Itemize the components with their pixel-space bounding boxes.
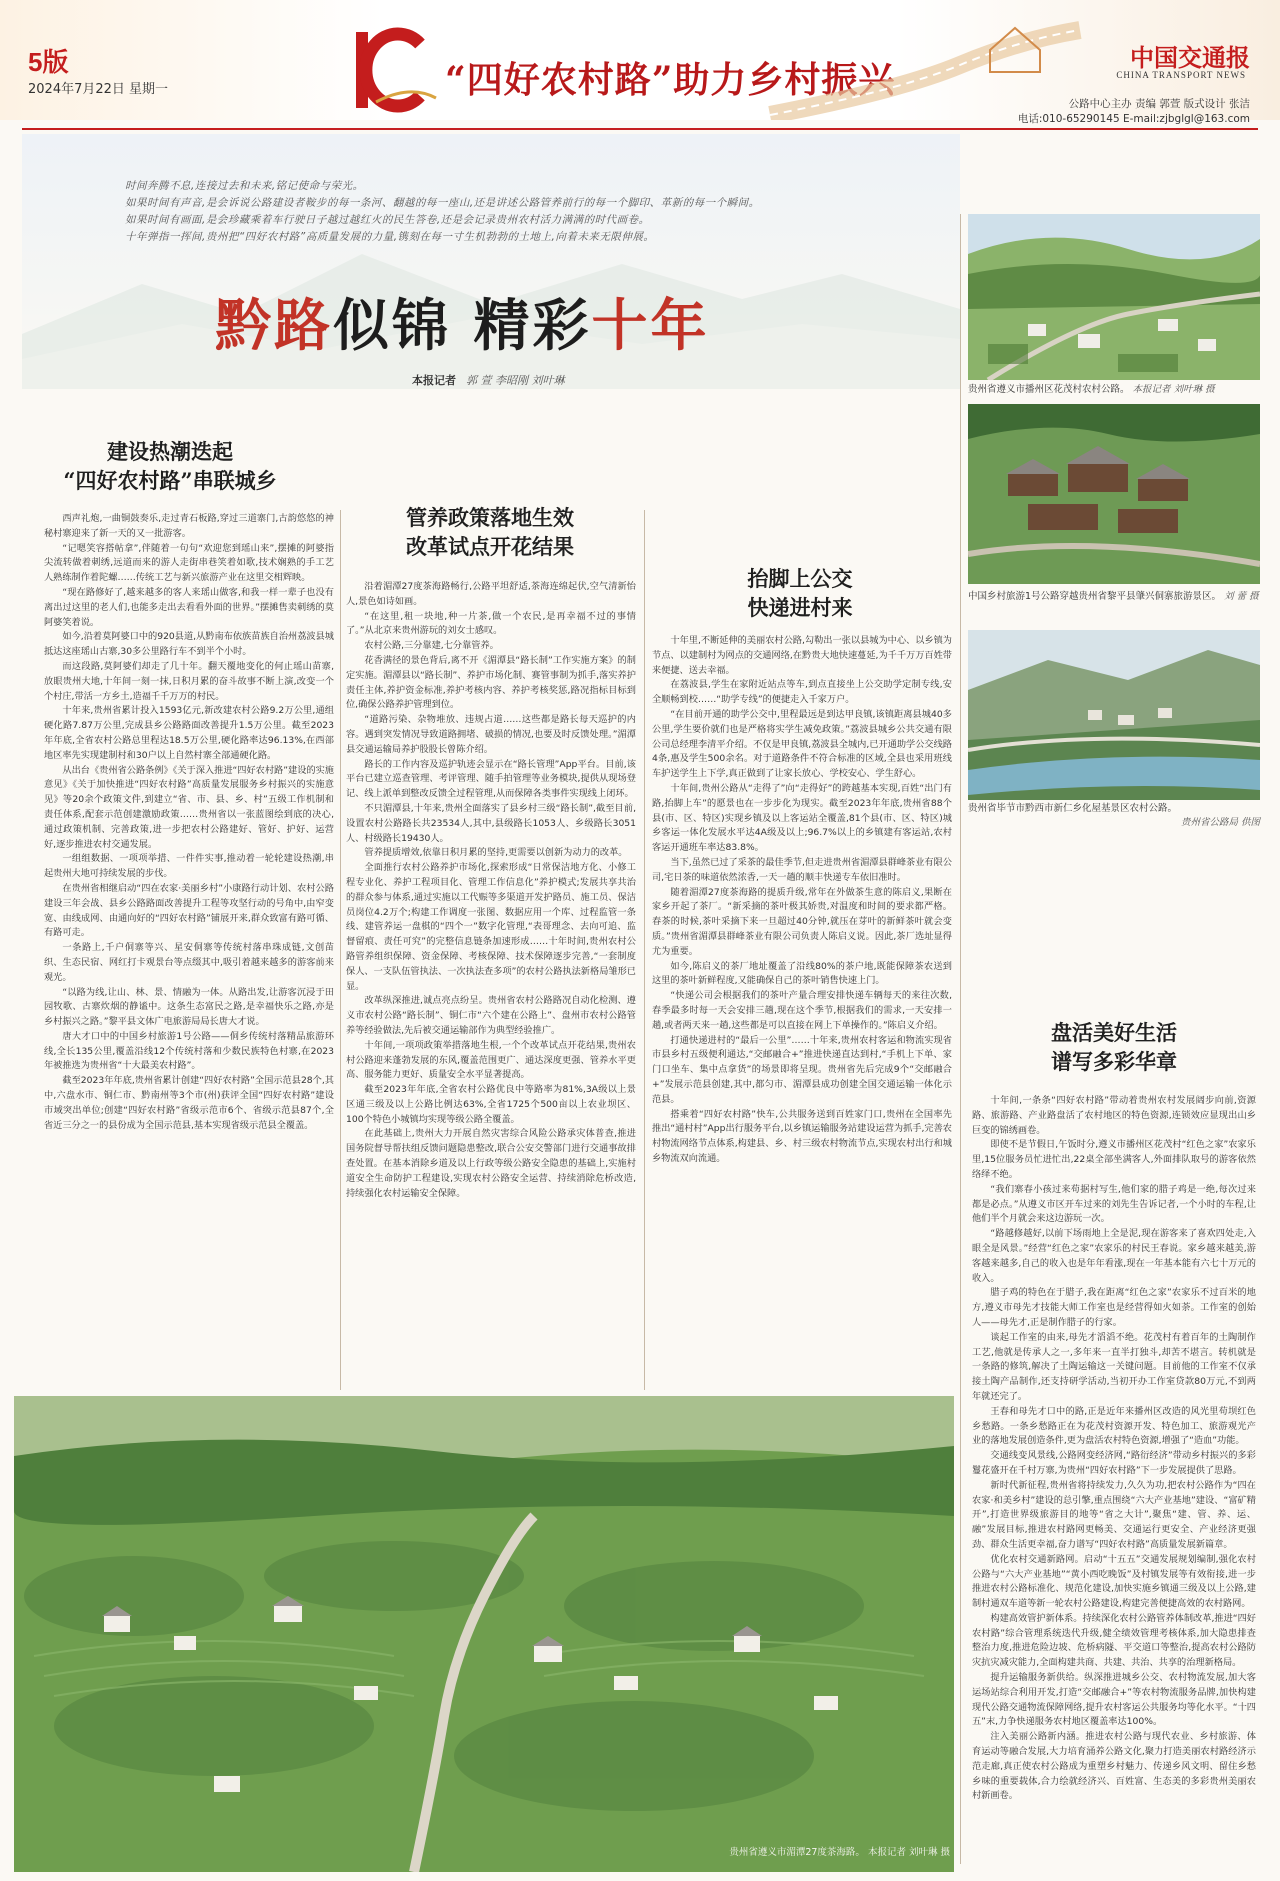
paragraph: 交通线变风景线,公路网变经济网,“路衍经济”带动乡村振兴的多彩鬘花盛开在千村万寨,为贵州“四好农村路”下一步发展提供了思路。 <box>972 1450 1256 1476</box>
paragraph: 十年间,一条条“四好农村路”带动着贵州农村发展阔步向前,资源路、旅游路、产业路盘活了农村地区的特色资源,连锁效应显现出山乡巨变的锦绣画卷。 <box>972 1095 1256 1136</box>
paragraph: 王春和母先才口中的路,正是近年来播州区改造的风光里苟坝红色乡愁路。一条乡愁路正在为花茂村资源开发、特色加工、旅游观光产业的落地发展创造条件,更为盘活农村特色资源,增强了“造血”功能。 <box>972 1405 1256 1447</box>
photo-huawuji-scenic <box>968 630 1260 800</box>
paragraph: 如今,沿着莫阿婆口中的920县道,从黔南布依族苗族自治州荔波县城抵达这座瑶山古寨,30多公里路行车不到半个小时。 <box>44 631 334 658</box>
main-headline <box>215 282 710 362</box>
photo-caption: 贵州省毕节市黔西市新仁乡化屋基景区农村公路。 <box>968 803 1178 814</box>
intro-line: 十年弹指一挥间,贵州把“四好农村路”高质量发展的力量,镌刻在每一寸生机勃勃的土地上,向着未来无限伸展。 <box>125 231 655 243</box>
contact-info: 电话:010-65290145 E-mail:zjbglgl@163.com <box>1017 113 1250 125</box>
paragraph: 路长的工作内容及巡护轨迹会显示在“路长管理”App平台。目前,该平台已建立巡查管理、考评管理、随手拍管理等业务模块,提供从现场登记、线上派单到整改反馈全过程管理,从而保障各类事件实现线上闭环。 <box>346 758 636 800</box>
newspaper-english-name: CHINA TRANSPORT NEWS <box>1116 70 1246 80</box>
paragraph: 搭乘着“四好农村路”快车,公共服务送到百姓家门口,贵州在全国率先推出“通村村”App出行服务平台,以乡镇运输服务站建设运营为抓手,完善农村物流网络节点体系,构建县、乡、村三级农村物流节点,实现农村出行和城乡物流双向流通。 <box>652 1108 952 1164</box>
paragraph: 不只湄潭县,十年来,贵州全面落实了县乡村三级“路长制”,截至目前,设置农村公路路长共23534人,其中,县级路长1053人、乡级路长3051人、村级路长19430人。 <box>346 802 636 844</box>
paragraph: 改革纵深推进,诚点亮点纷呈。贵州省农村公路路况自动化检测、遵义市农村公路“路长制”、铜仁市“六个建在公路上”、盘州市农村公路管养等经验做法,先后被交通运输部作为典型经验推广。 <box>346 995 636 1036</box>
photo-zhaoxing-dong-village <box>968 404 1260 584</box>
article-column <box>346 580 636 1388</box>
paragraph: 构建高效管护新体系。持续深化农村公路管养体制改革,推进“四好农村路”综合管理系统迭代升级,健全绩效管理考核体系,加大隐患排查整治力度,推进危险边坡、危桥病隧、平交道口等整治,提高农村公路防灾抗灾减灾能力,全面构建共商、共建、共治、共享的治理新格局。 <box>972 1612 1256 1669</box>
paragraph: “我们寨春小孩过来苟据村写生,他们家的腊子鸡是一绝,每次过来都是必点。”从遵义市区开车过来的刘先生告诉记者,一个小时的车程,让他们半个月就会来这边游玩一次。 <box>972 1183 1256 1225</box>
section-title: 建设热潮迭起 “四好农村路”串联城乡 <box>63 439 277 493</box>
photo-caption: 中国乡村旅游1号公路穿越贵州省黎平县肇兴侗寨旅游景区。 刘 蕾 摄 <box>968 591 1259 602</box>
section-title: 抬脚上公交 快递进村来 <box>747 566 853 620</box>
article-column <box>972 1094 1256 1874</box>
section-title: 盘活美好生活 谱写多彩华章 <box>1051 1020 1177 1074</box>
paragraph: 十年间,一项项政策举措落地生根,一个个改革试点开花结果,贵州农村公路迎来蓬勃发展的东风,覆盖范围更广、通达深度更强、管养水平更高、服务能力更好、质量安全水平显著提高。 <box>346 1039 636 1081</box>
headline-part: 精彩 <box>473 293 592 359</box>
intro-lead <box>125 178 905 246</box>
reporter-names: 郭 萱 李昭刚 刘叶琳 <box>466 374 565 387</box>
photo-meitan-tea-sea-road <box>14 1396 954 1872</box>
paragraph: 新时代新征程,贵州省将持续发力,久久为功,把农村公路作为“四在农家·和美乡村”建设的总引擎,重点围绕“六大产业基地”建设、“富矿精开”,打造世界级旅游目的地等“省之大计”,聚焦“建、管、养、运、融”发展目标,推进农村路网更畅美、交通运行更安全、产业经济更强劲、群众生活更幸福,奋力谱写“四好农村路”高质量发展新篇章。 <box>972 1479 1256 1550</box>
paragraph: 十年里,不断延伸的美丽农村公路,勾勒出一张以县城为中心、以乡镇为节点、以建制村为网点的交通网络,在黔贵大地快速蔓延,为千千万万百姓带来便捷、送去幸福。 <box>652 635 952 676</box>
paragraph: “以路为线,让山、林、景、情融为一体。从路出发,让游客沉浸于田园牧歌、古寨炊烟的静谧中。这条生态富民之路,是幸福快乐之路,亦是乡村振兴之路。”黎平县文体广电旅游局局长唐大才说。 <box>44 986 334 1028</box>
paragraph: 从出台《贵州省公路条例》《关于深入推进“四好农村路”建设的实施意见》《关于加快推进“四好农村路”高质量发展服务乡村振兴的实施意见》等20余个政策文件,到建立“省、市、县、乡、村”五级工作机制和责任体系,配套示范创建激励政策……贵州省以一张蓝图绘到底的决心,通过政策机制、完善政策,进一步把农村公路建好、管好、护好、运营好,逐步推进农村交通发展。 <box>44 764 334 850</box>
paragraph: 谈起工作室的由来,母先才滔滔不绝。花茂村有着百年的土陶制作工艺,他就是传承人之一,多年来一直半打独斗,却苦不堪言。转机就是一条路的修筑,解决了土陶运输这一关键问题。目前他的工作室不仅承接土陶产品制作,还支持研学活动,当初开办工作室贷款80万元,不到两年就还完了。 <box>972 1331 1256 1402</box>
paragraph: 全面推行农村公路养护市场化,探索形成“日常保洁地方化、小修工程专业化、养护工程项目化、管理工作信息化”养护模式;发展共享共治的群众参与体系,通过实施以工代赈等多渠道开发护路员、施工员、保洁员岗位4.2万个;构建工作调度一张图、数据应用一个库、过程监管一条线、建管养运一盘棋的“四个一”数字化管理,“表哥理念、去向可追、监督留痕、责任可究”的完整信息链条加速形成……十年时间,贵州农村公路管养组织保障、资金保障、考核保障、技术保障逐步完善,“一套制度保人、一支队伍管执法、一次执法查多项”的农村公路执法新格局雏形已显。 <box>346 862 636 992</box>
newspaper-logo: 中国交通报 <box>1130 43 1250 72</box>
paragraph: 在此基础上,贵州大力开展自然灾害综合风险公路承灾体普查,推进国务院督导帮扶组反馈问题隐患整改,联合公安交警部门进行交通事故排查处置。在基本消除乡道及以上行政等级公路安全隐患的基础上,实施村道安全生命防护工程建设,实现农村公路安全运营、持续消除危桥改造,持续强化农村运输安全保障。 <box>346 1128 636 1199</box>
paragraph: 打通快递进村的“最后一公里”……十年来,贵州农村客运和物流实现省市县乡村五级便利通达,“交邮融合+”推进快递直达到村,“手机上下单、家门口坐车、集中点拿货”的场景即将呈现。贵州省先后完成9个“交邮融合+”发展示范县创建,其中,都匀市、湄潭县成功创建全国交通运输一体化示范县。 <box>652 1034 952 1105</box>
masthead <box>0 0 1280 125</box>
photo-huamao-village <box>968 214 1260 380</box>
paragraph: 在贵州省相继启动“四在农家·美丽乡村”小康路行动计划、农村公路建设三年会战、县乡公路路面改善提升工程等攻坚行动的号角中,由窄变宽、由线成网、由通向好的“四好农村路”铺展开来,群众致富有路可循、有路可走。 <box>44 882 334 939</box>
intro-line: 如果时间有画面,是会珍藏乘着车行驶日子越过越红火的民生答卷,还是会记录贵州农村活力满满的时代画卷。 <box>125 214 650 226</box>
intro-line: 如果时间有声音,是会诉说公路建设者鞍步的每一条河、翻越的每一座山,还是讲述公路管养前行的每一个脚印、革新的每一个瞬间。 <box>125 197 760 209</box>
staff-credits: 公路中心主办 责编 郭萱 版式设计 张洁 <box>1068 98 1250 110</box>
paragraph: “道路污染、杂物堆放、违规占道……这些都是路长每天巡护的内容。遇到突发情况导致道路拥堵、破损的情况,也要及时反馈处理。”湄潭县交通运输局养护股股长曾陈介绍。 <box>346 714 636 755</box>
paragraph: “快递公司会根据我们的茶叶产量合理安排快递车辆每天的来往次数,春季最多时每一天会安排三趟,现在这个季节,根据我们的需求,一天安排一趟,或者两天来一趟,这些都是可以直接在网上下单操作的。”陈启义介绍。 <box>652 990 952 1031</box>
paragraph: 截至2023年年底,全省农村公路优良中等路率为81%,3A级以上景区通三级及以上公路比例达63%,全省1725个500亩以上农业坝区、100个特色小城镇均实现等级公路全覆盖。 <box>346 1084 636 1125</box>
paragraph: 唐大才口中的中国乡村旅游1号公路——侗乡传统村落精品旅游环线,全长135公里,覆盖沿线12个传统村落和少数民族特色村寨,在2023年被推选为贵州省“十大最美农村路”。 <box>44 1030 334 1072</box>
banner-title: “四好农村路”助力乡村振兴 <box>445 59 896 101</box>
paragraph: 在荔波县,学生在家附近站点等车,到点直接坐上公交助学定制专线,安全顺畅到校……“助学专线”的便捷走入千家万户。 <box>652 679 952 706</box>
column-divider <box>644 510 645 1390</box>
paragraph: 花香满径的景色背后,离不开《湄潭县“路长制”工作实施方案》的制定实施。湄潭县以“路长制”、养护市场化制、赛管事制为抓手,落实养护责任主体,养护资金标准,养护考核内容、养护考核奖惩,路况指标目标到位,确保公路养护管理到位。 <box>346 654 636 711</box>
paragraph: 十年来,贵州省累计投入1593亿元,新改建农村公路9.2万公里,通组硬化路7.87万公里,完成县乡公路路面改善提升1.5万公里。截至2023年年底,全省农村公路总里程达18.5万公里,硬化路率达96.13%,在西部地区率先实现建制村和30户以上自然村寨全部通硬化路。 <box>44 705 334 761</box>
section-title: 管养政策落地生效 改革试点开花结果 <box>406 505 574 559</box>
photo-credit: 贵州省公路局 供图 <box>1180 817 1260 828</box>
paragraph: 优化农村交通新路网。启动“十五五”交通发展规划编制,强化农村公路与“六大产业基地”“黄小西吃晚饭”及村镇发展等有效衔接,进一步推进农村公路标准化、规范化建设,加快实施乡镇通三级及以上公路,建制村通双车道等新一轮农村公路建设,构建完善便捷高效的农村路网。 <box>972 1553 1256 1610</box>
paragraph: 当下,虽然已过了采茶的最佳季节,但走进贵州省湄潭县群峰茶业有限公司,宅日茶的味道依然浓香,一天一趟的顺丰快递专车依旧准时。 <box>652 856 952 883</box>
paragraph: “记嗯笑容搭帖拿”,伴随着一句句“欢迎您到瑶山来”,摆摊的阿婆指尖流转做着刺绣,远道而来的游人走街串巷笑着如歌,技术娴熟的手工艺人熟练制作着陀螺……传统工艺与新兴旅游产业在这里交相辉映。 <box>44 542 334 584</box>
tenth-anniversary-logo <box>350 24 438 116</box>
byline: 本报记者 郭 萱 李昭刚 刘叶琳 <box>412 374 565 387</box>
paragraph: 十年间,贵州公路从“走得了”向“走得好”的跨越基本实现,百姓“出门有路,抬脚上车”的愿景也在一步步化为现实。截至2023年年底,贵州省88个县(市、区、特区)实现乡镇及以上客运站全覆盖,81个县(市、区、特区)城乡客运一体化发展水平达4A级及以上;96.7%以上的乡镇建有客运站,农村客运开通班车率达83.8%。 <box>652 782 952 854</box>
edition-number: 5版 <box>28 47 69 77</box>
column-divider <box>340 510 341 1390</box>
article-column <box>44 512 334 1388</box>
article-column <box>652 634 952 1388</box>
paragraph: 随着湄潭27度茶海路的提质升级,常年在外做茶生意的陈启义,果断在家乡开起了茶厂。“新采摘的茶叶极其娇贵,对温度和时间的要求都严格。春茶的时候,茶叶采摘下来一旦超过40分钟,就压在芽叶的新鲜茶叶就会变质。”贵州省湄潭县群峰茶业有限公司负责人陈启义说。因此,茶厂选址显得尤为重要。 <box>652 886 952 957</box>
paragraph: 沿着湄潭27度茶海路畅行,公路平坦舒适,茶海连绵起伏,空气清新怡人,景色如诗如画。 <box>346 581 636 607</box>
column-divider <box>960 214 961 1864</box>
paragraph: 一条路上,千户侗寨等兴、星安侗寨等传统村落串珠成链,文创苗织、生态民宿、网红打卡观景台等点缀其中,吸引着越来越多的游客前来观光。 <box>44 942 334 983</box>
paragraph: 提升运输服务新供给。纵深推进城乡公交、农村物流发展,加大客运场站综合利用开发,打造“交邮融合+”等农村物流服务品牌,加快构建现代公路交通物流保障网络,提升农村客运公共服务均等化水平。“十四五”末,力争快递服务农村地区覆盖率达100%。 <box>972 1672 1256 1728</box>
paragraph: 即使不是节假日,午饭时分,遵义市播州区花茂村“红色之家”农家乐里,15位服务员忙进忙出,22桌全部坐满客人,外面排队取号的游客依然络绎不绝。 <box>972 1139 1256 1180</box>
paragraph: 腊子鸡的特色在于腊子,我在距离“红色之家”农家乐不过百米的地方,遵义市母先才技能大师工作室也是经营得如火如荼。工作室的创始人——母先才,正是制作腊子的行家。 <box>972 1287 1256 1328</box>
publication-date: 2024年7月22日 星期一 <box>28 82 169 97</box>
headline-part: 黔路 <box>215 293 333 359</box>
paragraph: 农村公路,三分靠建,七分靠管养。 <box>364 640 499 652</box>
headline-part: 十年 <box>591 293 710 359</box>
paragraph: “在这里,租一块地,种一片茶,做一个农民,是再幸福不过的事情了。”从北京来贵州游玩的刘女士感叹。 <box>346 610 636 637</box>
road-decoration <box>760 10 1090 120</box>
paragraph: 截至2023年年底,贵州省累计创建“四好农村路”全国示范县28个,其中,六盘水市、铜仁市、黔南州等3个市(州)获评全国“四好农村路”建设市域突出单位;创建“四好农村路”省级示范市6个、省级示范县87个,全省近三分之一的县份成为全国示范县,基本实现省级示范县全覆盖。 <box>44 1075 334 1131</box>
paragraph: “路越修越好,以前下场雨地上全是泥,现在游客来了喜欢四处走,入眼全是风景。”经营“红色之家”农家乐的村民王春说。家乡越来越美,游客越来越多,自己的收入也是年年看涨,现在一年基本能有六七十万元的收入。 <box>972 1228 1256 1284</box>
masthead-rule <box>22 128 1258 130</box>
paragraph: 管养提质增效,依靠日积月累的坚持,更需要以创新为动力的改革。 <box>364 847 628 859</box>
photo-caption: 贵州省遵义市播州区花茂村农村公路。 本报记者 刘叶琳 摄 <box>968 384 1215 395</box>
paragraph: 而这段路,莫阿婆们却走了几十年。翻天覆地变化的何止瑶山苗寨,放眼贵州大地,十年间一刻一抹,日积月累的奋斗故事不断上演,改变一个个村庄,带活一方乡土,造福千千万万的村民。 <box>44 660 334 702</box>
paragraph: 西声礼炮,一曲铜鼓奏乐,走过青石板路,穿过三道寨门,古韵悠悠的神秘村寨迎来了新一天的又一批游客。 <box>44 513 334 539</box>
intro-line: 时间奔腾不息,连接过去和未来,铭记使命与荣光。 <box>125 180 364 192</box>
paragraph: 注入美丽公路新内涵。推进农村公路与现代农业、乡村旅游、体育运动等融合发展,大力培育涌养公路文化,聚力打造美丽农村路经济示范走廊,真正使农村公路成为重塑乡村魅力、传递乡风文明、留住乡愁乡味的重要载体,合力绘就经济兴、百姓富、生态美的多彩贵州美丽农村新画卷。 <box>972 1731 1256 1802</box>
paragraph: 一组组数据、一项项举措、一件件实事,推动着一轮轮建设热潮,串起贵州大地可持续发展的步伐。 <box>44 853 334 880</box>
paragraph: “现在路修好了,越来越多的客人来瑶山做客,和我一样一辈子也没有离出过这里的老人们,也能多走出去看看外面的世界。”摆摊售卖刺绣的莫阿婆笑着说。 <box>44 586 334 628</box>
headline-part: 似锦 <box>333 293 451 359</box>
paragraph: “在目前开通的助学公交中,里程最远是到达甲良镇,该镇距离县城40多公里,学生要价就们也是严格将实学生减免政策。”荔波县城乡公共交通有限公司总经理李清平介绍。不仅是甲良镇,荔波县全城内,已开通助学公交线路4条,惠及学生500余名。对于道路条件不符合标准的区域,全县也采用班线车护送学生上下学,真正做到了让家长放心、学校安心、学生舒心。 <box>652 708 952 780</box>
photo-caption: 贵州省遵义市湄潭27度茶海路。 本报记者 刘叶琳 摄 <box>729 1847 950 1858</box>
paragraph: 如今,陈启义的茶厂地址覆盖了沿线80%的茶户地,既能保障茶农送到这里的茶叶新鲜程度,又能确保自己的茶叶销售快速上门。 <box>652 960 952 987</box>
